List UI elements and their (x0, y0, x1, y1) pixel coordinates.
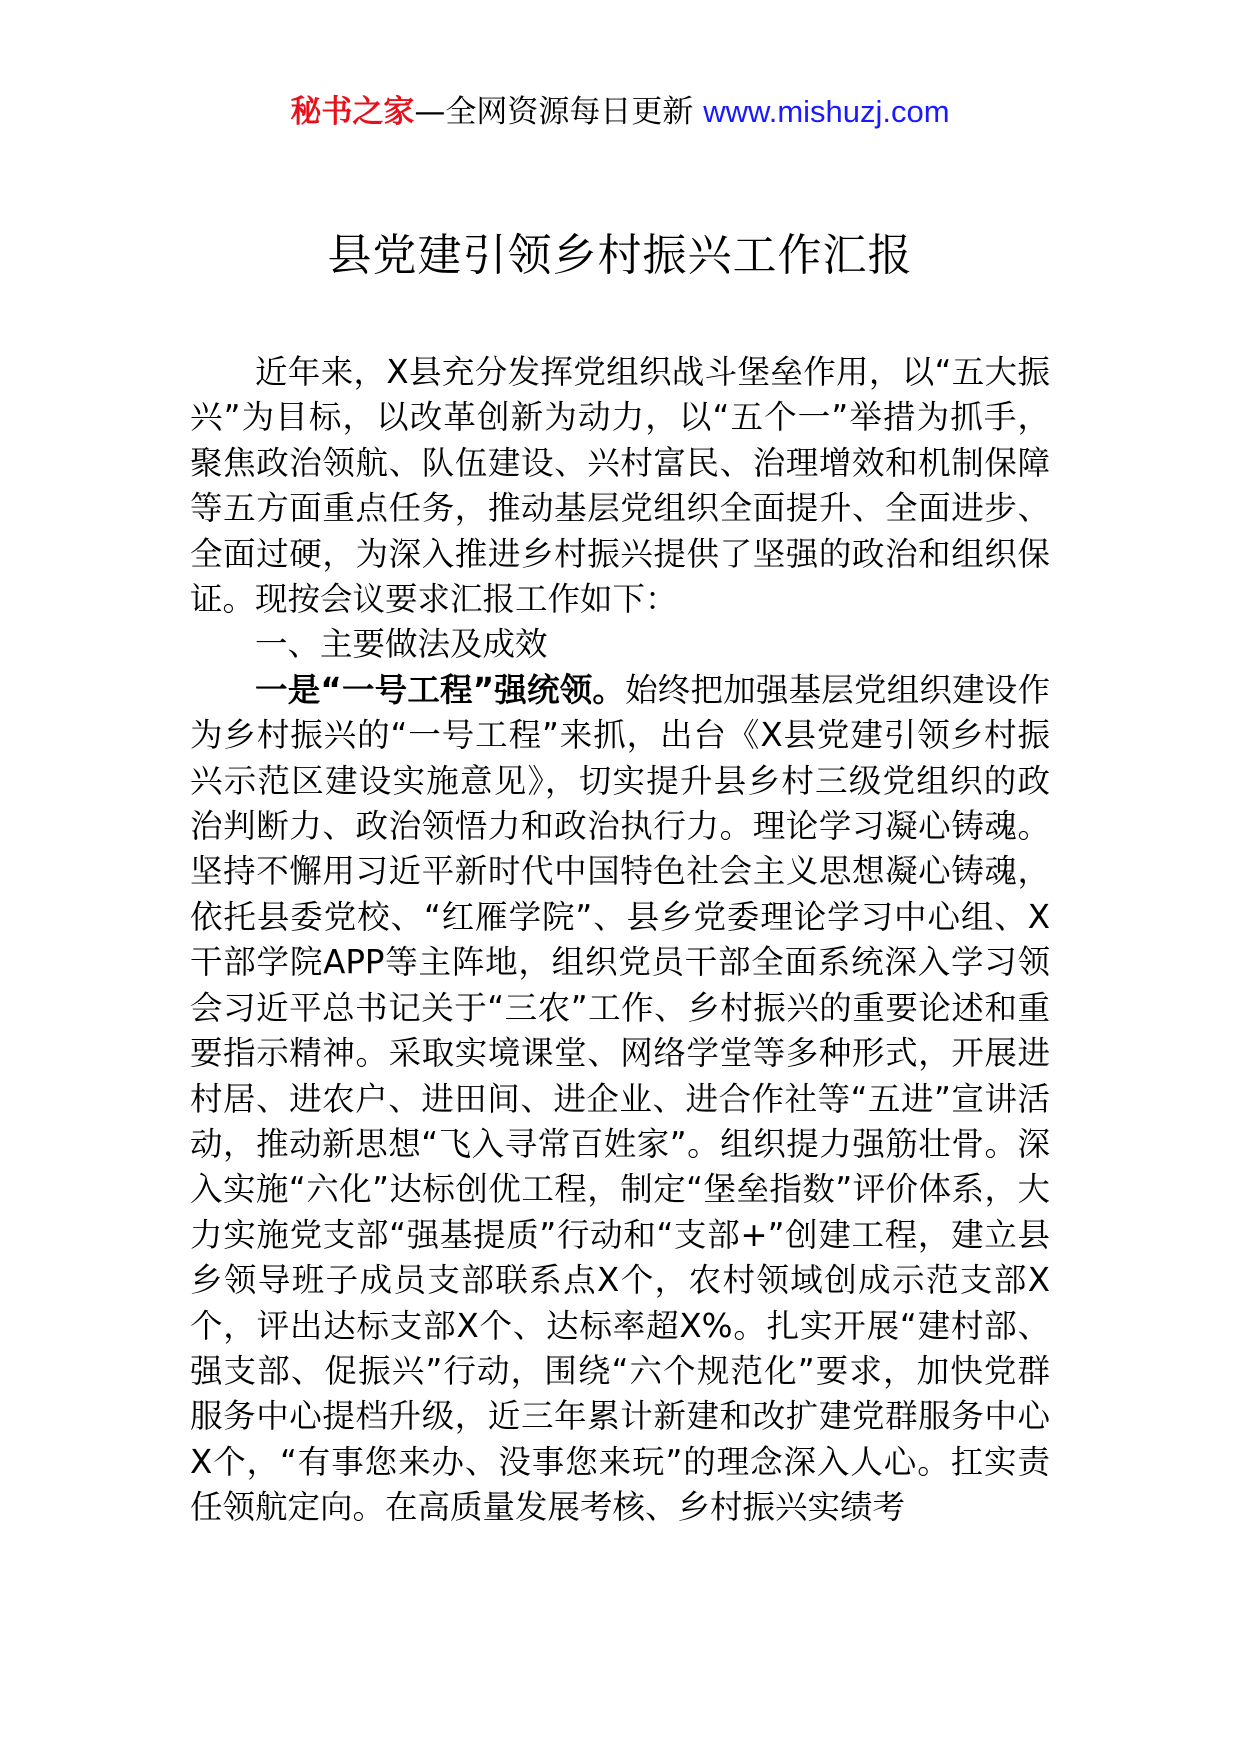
site-url-link[interactable]: www.mishuzj.com (703, 94, 950, 129)
site-header (0, 92, 1240, 132)
intro-paragraph: 近年来，X县充分发挥党组织战斗堡垒作用，以“五大振兴”为目标，以改革创新为动力，以“五个一”举措为抓手，聚焦政治领航、队伍建设、兴村富民、治理增效和机制保障等五方面重点任务，推动基层党组织全面提升、全面进步、全面过硬，为深入推进乡村振兴提供了坚强的政治和组织保证。现按会议要求汇报工作如下： (190, 353, 1050, 619)
header-tagline: —全网资源每日更新 (414, 94, 694, 130)
brand-name: 秘书之家 (290, 94, 415, 130)
document-title: 县党建引领乡村振兴工作汇报 (327, 230, 913, 281)
point-paragraph (190, 668, 1050, 1531)
document-body (190, 350, 1050, 1531)
point-lead: 一是“一号工程”强统领。 (255, 670, 626, 709)
point-text: 始终把加强基层党组织建设作为乡村振兴的“一号工程”来抓，出台《X县党建引领乡村振兴示范区建设实施意见》，切实提升县乡村三级党组织的政治判断力、政治领悟力和政治执行力。理论学习凝心铸魂。坚持不懈用习近平新时代中国特色社会主义思想凝心铸魂，依托县委党校、“红雁学院”、县乡党委理论学习中心组、X干部学院APP等主阵地，组织党员干部全面系统深入学习领会习近平总书记关于“三农”工作、乡村振兴的重要论述和重要指示精神。采取实境课堂、网络学堂等多种形式，开展进村居、进农户、进田间、进企业、进合作社等“五进”宣讲活动，推动新思想“飞入寻常百姓家”。组织提力强筋壮骨。深入实施“六化”达标创优工程，制定“堡垒指数”评价体系，大力实施党支部“强基提质”行动和“支部+”创建工程，建立县乡领导班子成员支部联系点X个，农村领域创成示范支部X个，评出达标支部X个、达标率超X%。扎实开展“建村部、强支部、促振兴”行动，围绕“六个规范化”要求，加快党群服务中心提档升级，近三年累计新建和改扩建党群服务中心X个，“有事您来办、没事您来玩”的理念深入人心。扛实责任领航定向。在高质量发展考核、乡村振兴实绩考 (190, 670, 1050, 1527)
section-heading: 一、主要做法及成效 (255, 625, 548, 664)
